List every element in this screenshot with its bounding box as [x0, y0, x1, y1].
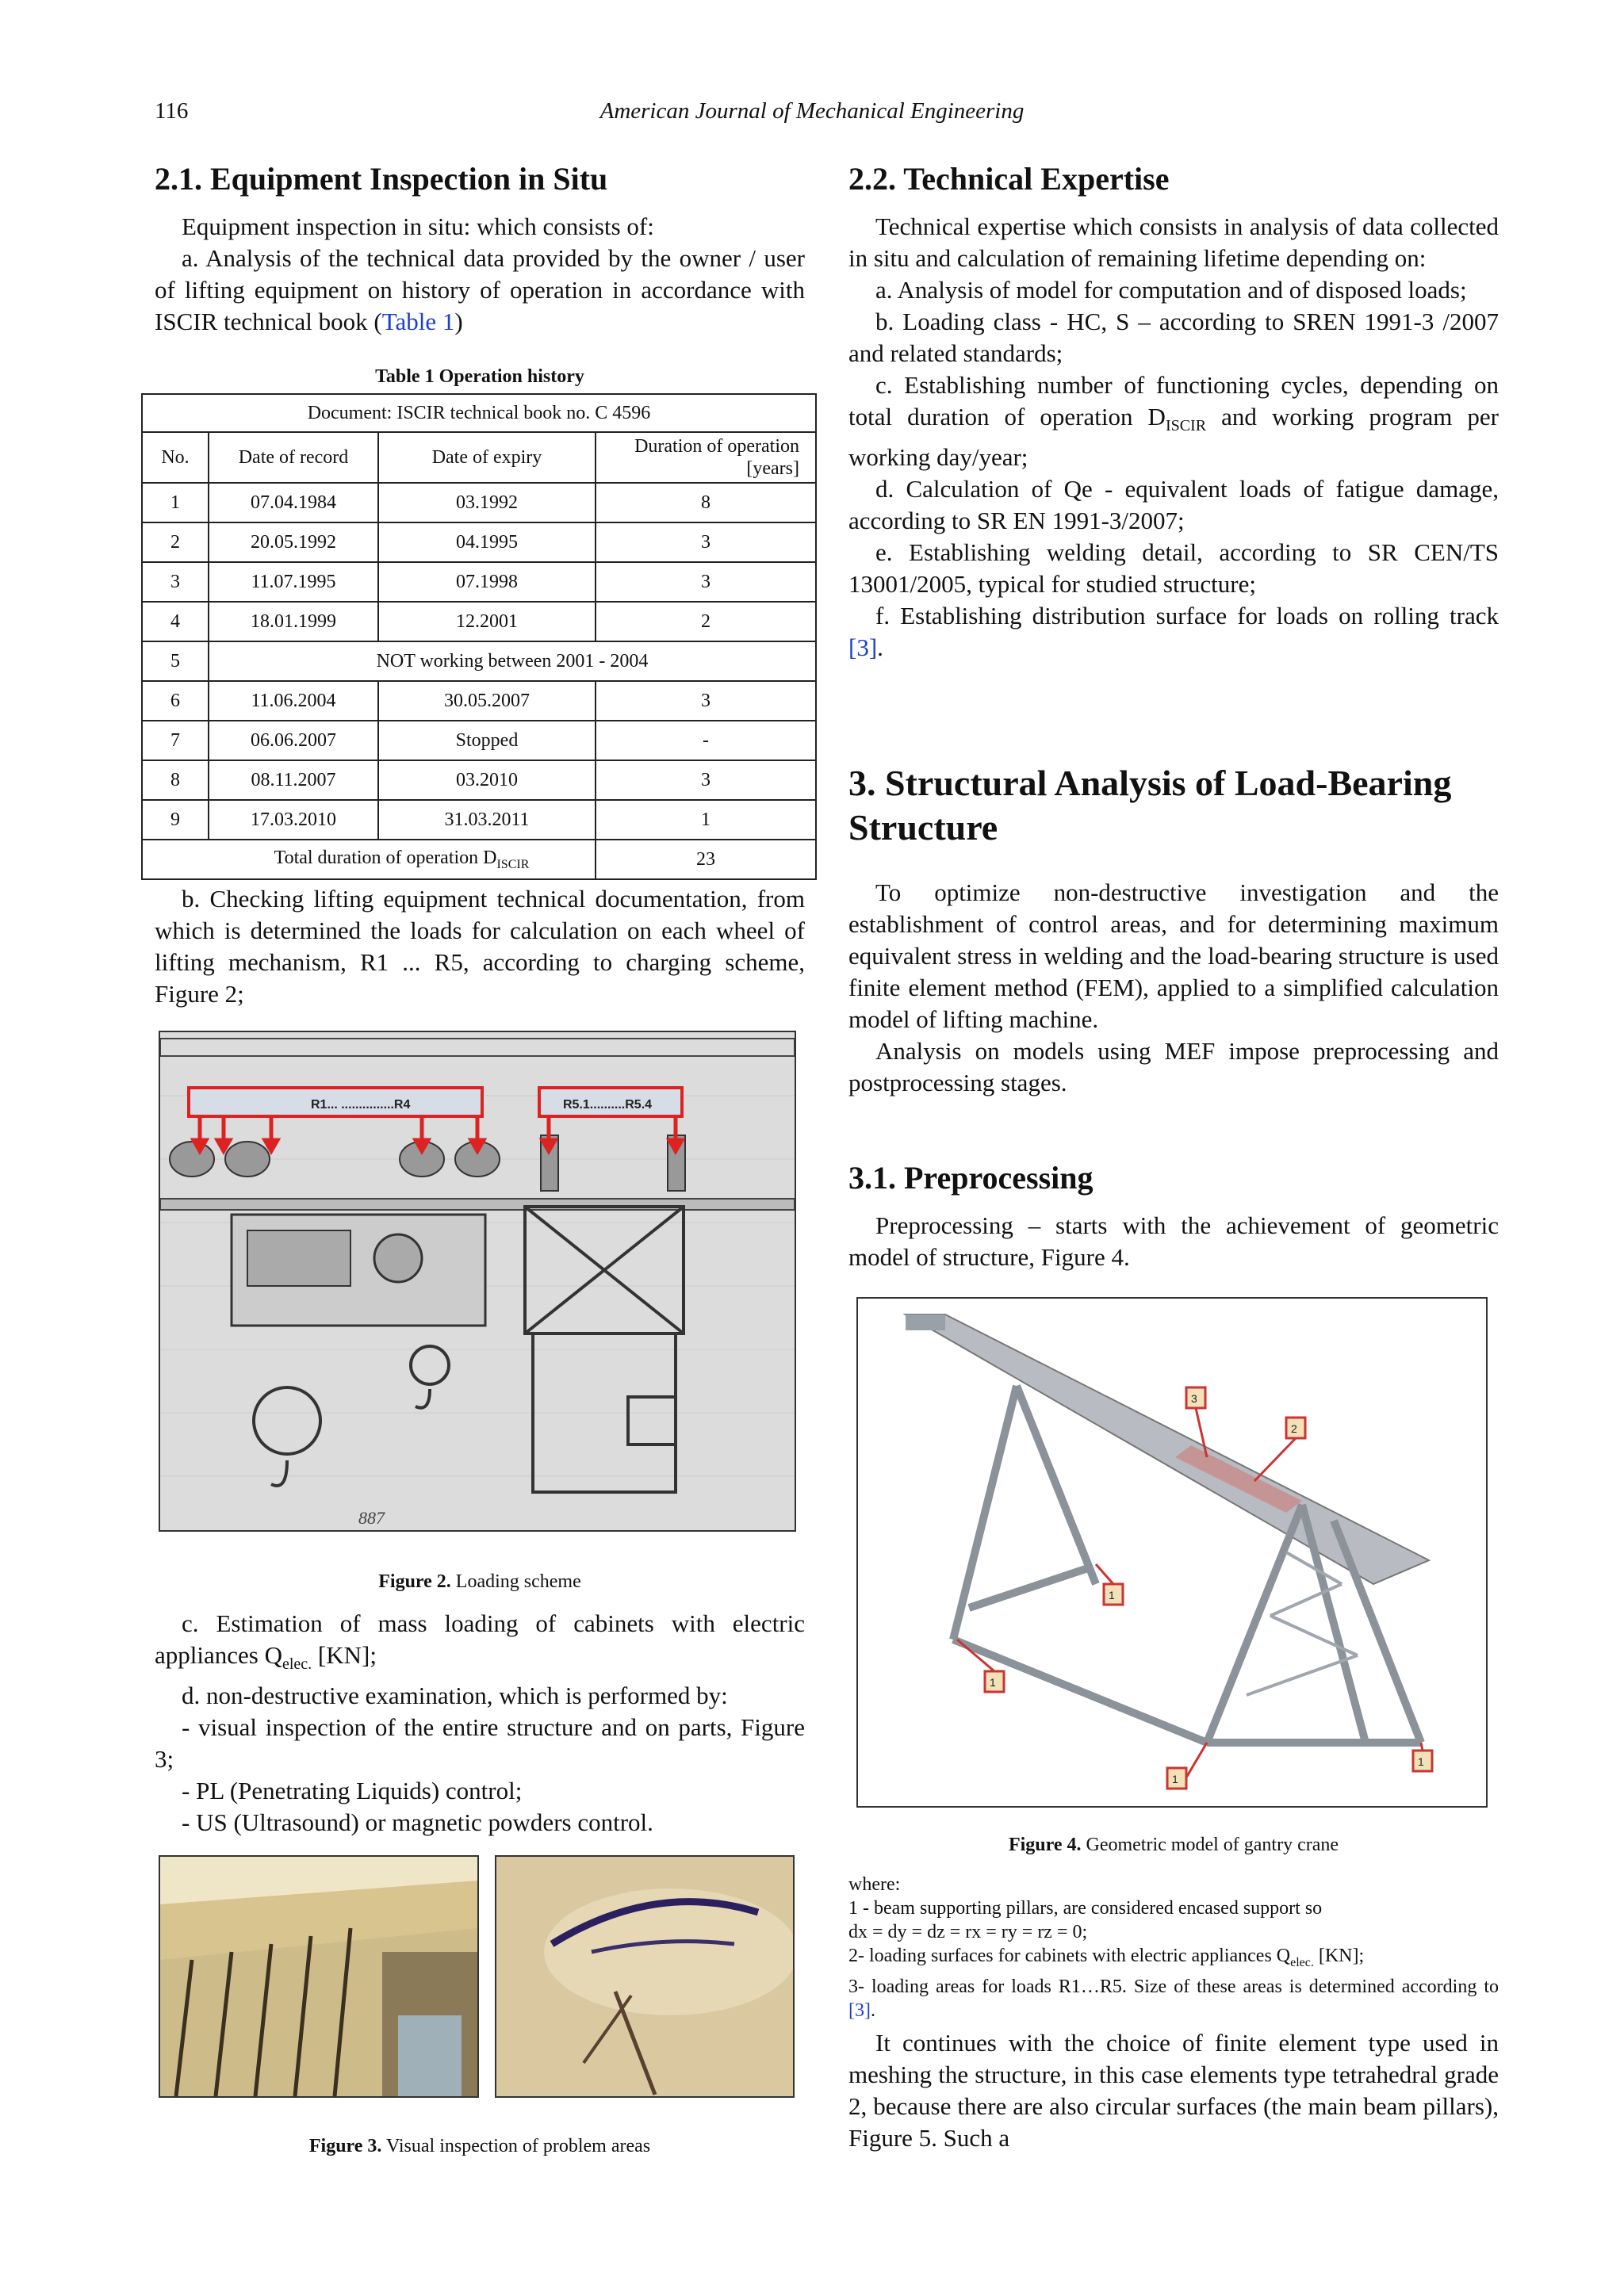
- paragraph: Analysis on models using MEF impose preprocessing and postprocessing stages.: [848, 1037, 1499, 1096]
- figure-4-caption: Figure 4. Geometric model of gantry crane: [1008, 1835, 1339, 1855]
- paragraph: d. Calculation of Qe - equivalent loads of fatigue damage, according to SR EN 1991-3/2007;: [848, 475, 1499, 535]
- section-3-title: 3. Structural Analysis of Load-Bearing Structure: [848, 763, 1452, 848]
- table-document: Document: ISCIR technical book no. C 4596: [142, 394, 816, 432]
- section-3-1-title: 3.1. Preprocessing: [848, 1160, 1094, 1196]
- section-2-1-title: 2.1. Equipment Inspection in Situ: [155, 161, 608, 197]
- fig4-tag-3: 3: [1191, 1392, 1197, 1405]
- table-header: No.: [142, 432, 209, 483]
- section-2-2-title: 2.2. Technical Expertise: [848, 161, 1170, 197]
- table-header: Date of expiry: [378, 432, 596, 483]
- where-item-1b: dx = dy = dz = rx = ry = rz = 0;: [848, 1922, 1088, 1942]
- paragraph: a. Analysis of model for computation and of disposed loads;: [875, 276, 1467, 304]
- paragraph: b. Checking lifting equipment technical documentation, from which is determined the loads for calculation on each wheel of lifting mechanism, R1 ... R5, according to charging scheme, Figure 2;: [155, 885, 805, 1008]
- table-row: 6 11.06.2004 30.05.2007 3: [142, 681, 816, 721]
- paragraph: - PL (Penetrating Liquids) control;: [182, 1777, 523, 1805]
- paragraph: b. Loading class - HC, S – according to SREN 1991-3 /2007 and related standards;: [848, 308, 1499, 367]
- table-total-row: Total duration of operation $D_{ISCIR}$ 23: [142, 840, 816, 879]
- table-row: 9 17.03.2010 31.03.2011 1: [142, 800, 816, 840]
- fig4-tag-1: 1: [1418, 1755, 1424, 1768]
- fig4-tag-2: 2: [1291, 1422, 1297, 1435]
- figure-3-caption: Figure 3. Visual inspection of problem areas: [308, 2136, 651, 2156]
- table-row: 3 11.07.1995 07.1998 3: [142, 562, 816, 602]
- fig2-mark: 887: [358, 1508, 385, 1528]
- table-row: 4 18.01.1999 12.2001 2: [142, 602, 816, 641]
- ref-3-link[interactable]: [3]: [848, 633, 878, 662]
- paragraph: It continues with the choice of finite element type used in meshing the structure, in this case elements type tetrahedral grade 2, because there are also circular surfaces (the main beam pillars), Figure 5. Such a: [848, 2028, 1499, 2152]
- fig4-tag-1: 1: [1109, 1589, 1115, 1601]
- paragraph: a. Analysis of the technical data provided by the owner / user of lifting equipment on history of operation in accordance with ISCIR technical book (Table 1): [155, 244, 805, 335]
- journal-title: American Journal of Mechanical Engineering: [599, 98, 1025, 124]
- figure-4-gantry-crane: [856, 1297, 1488, 1808]
- where-item-2: 2- loading surfaces for cabinets with electric appliances $Q_{elec.}$ [KN];: [848, 1946, 1365, 1969]
- figure-2-loading-scheme: [159, 1031, 796, 1532]
- paragraph: d. non-destructive examination, which is performed by:: [182, 1682, 728, 1710]
- table-header: Date of record: [209, 432, 378, 483]
- table-caption: Table 1 Operation history: [375, 366, 584, 387]
- paragraph: Technical expertise which consists in analysis of data collected in situ and calculation of remaining lifetime depending on:: [848, 212, 1499, 272]
- paragraph: c. Estimation of mass loading of cabinets with electric appliances $Q_{elec.}$ [KN];: [155, 1609, 805, 1674]
- operation-history-table: [141, 393, 817, 880]
- paragraph: - US (Ultrasound) or magnetic powders control.: [182, 1808, 653, 1837]
- fig2-label-r1-r4: R1... ...............R4: [311, 1098, 411, 1112]
- figure-2-caption: Figure 2. Loading scheme: [378, 1571, 581, 1592]
- table-row: 1 07.04.1984 03.1992 8: [142, 483, 816, 522]
- ref-3-link[interactable]: [3]: [848, 1999, 871, 2021]
- table-1-link[interactable]: Table 1: [381, 308, 455, 335]
- table-header: Duration of operation [years]: [596, 432, 816, 483]
- paragraph: c. Establishing number of functioning cycles, depending on total duration of operation $D_{ISCIR}$ and working program per working day/year;: [848, 371, 1499, 472]
- fig4-tag-1: 1: [990, 1676, 996, 1689]
- table-row: 2 20.05.1992 04.1995 3: [142, 522, 816, 562]
- loading-scheme-drawing: [160, 1032, 795, 1530]
- paragraph: To optimize non-destructive investigation and the establishment of control areas, and for determining maximum equivalent stress in welding and the load-bearing structure is used finite element method (FEM), applied to a simplified calculation model of lifting machine.: [848, 878, 1499, 1033]
- table-row: 8 08.11.2007 03.2010 3: [142, 760, 816, 800]
- table-row: 5 NOT working between 2001 - 2004: [142, 641, 816, 681]
- paragraph: f. Establishing distribution surface for loads on rolling track [3].: [848, 602, 1499, 662]
- page-number: 116: [155, 98, 189, 124]
- figure-3-photo-right: [495, 1855, 795, 2098]
- fig2-label-r5: R5.1..........R5.4: [563, 1098, 653, 1112]
- paragraph: - visual inspection of the entire structure and on parts, Figure 3;: [155, 1713, 805, 1774]
- figure-3-photo-left: [159, 1855, 479, 2098]
- paragraph: e. Establishing welding detail, according to SR CEN/TS 13001/2005, typical for studied structure;: [848, 538, 1499, 599]
- where-label: where:: [848, 1874, 901, 1895]
- paragraph: Equipment inspection in situ: which consists of:: [182, 212, 654, 240]
- paragraph: Preprocessing – starts with the achievement of geometric model of structure, Figure 4.: [848, 1211, 1499, 1271]
- table-row: 7 06.06.2007 Stopped -: [142, 721, 816, 760]
- where-item-3: 3- loading areas for loads R1…R5. Size of these areas is determined according to [3].: [848, 1976, 1499, 2021]
- where-item-1: 1 - beam supporting pillars, are considered encased support so: [848, 1898, 1323, 1919]
- fig4-tag-1: 1: [1172, 1773, 1178, 1785]
